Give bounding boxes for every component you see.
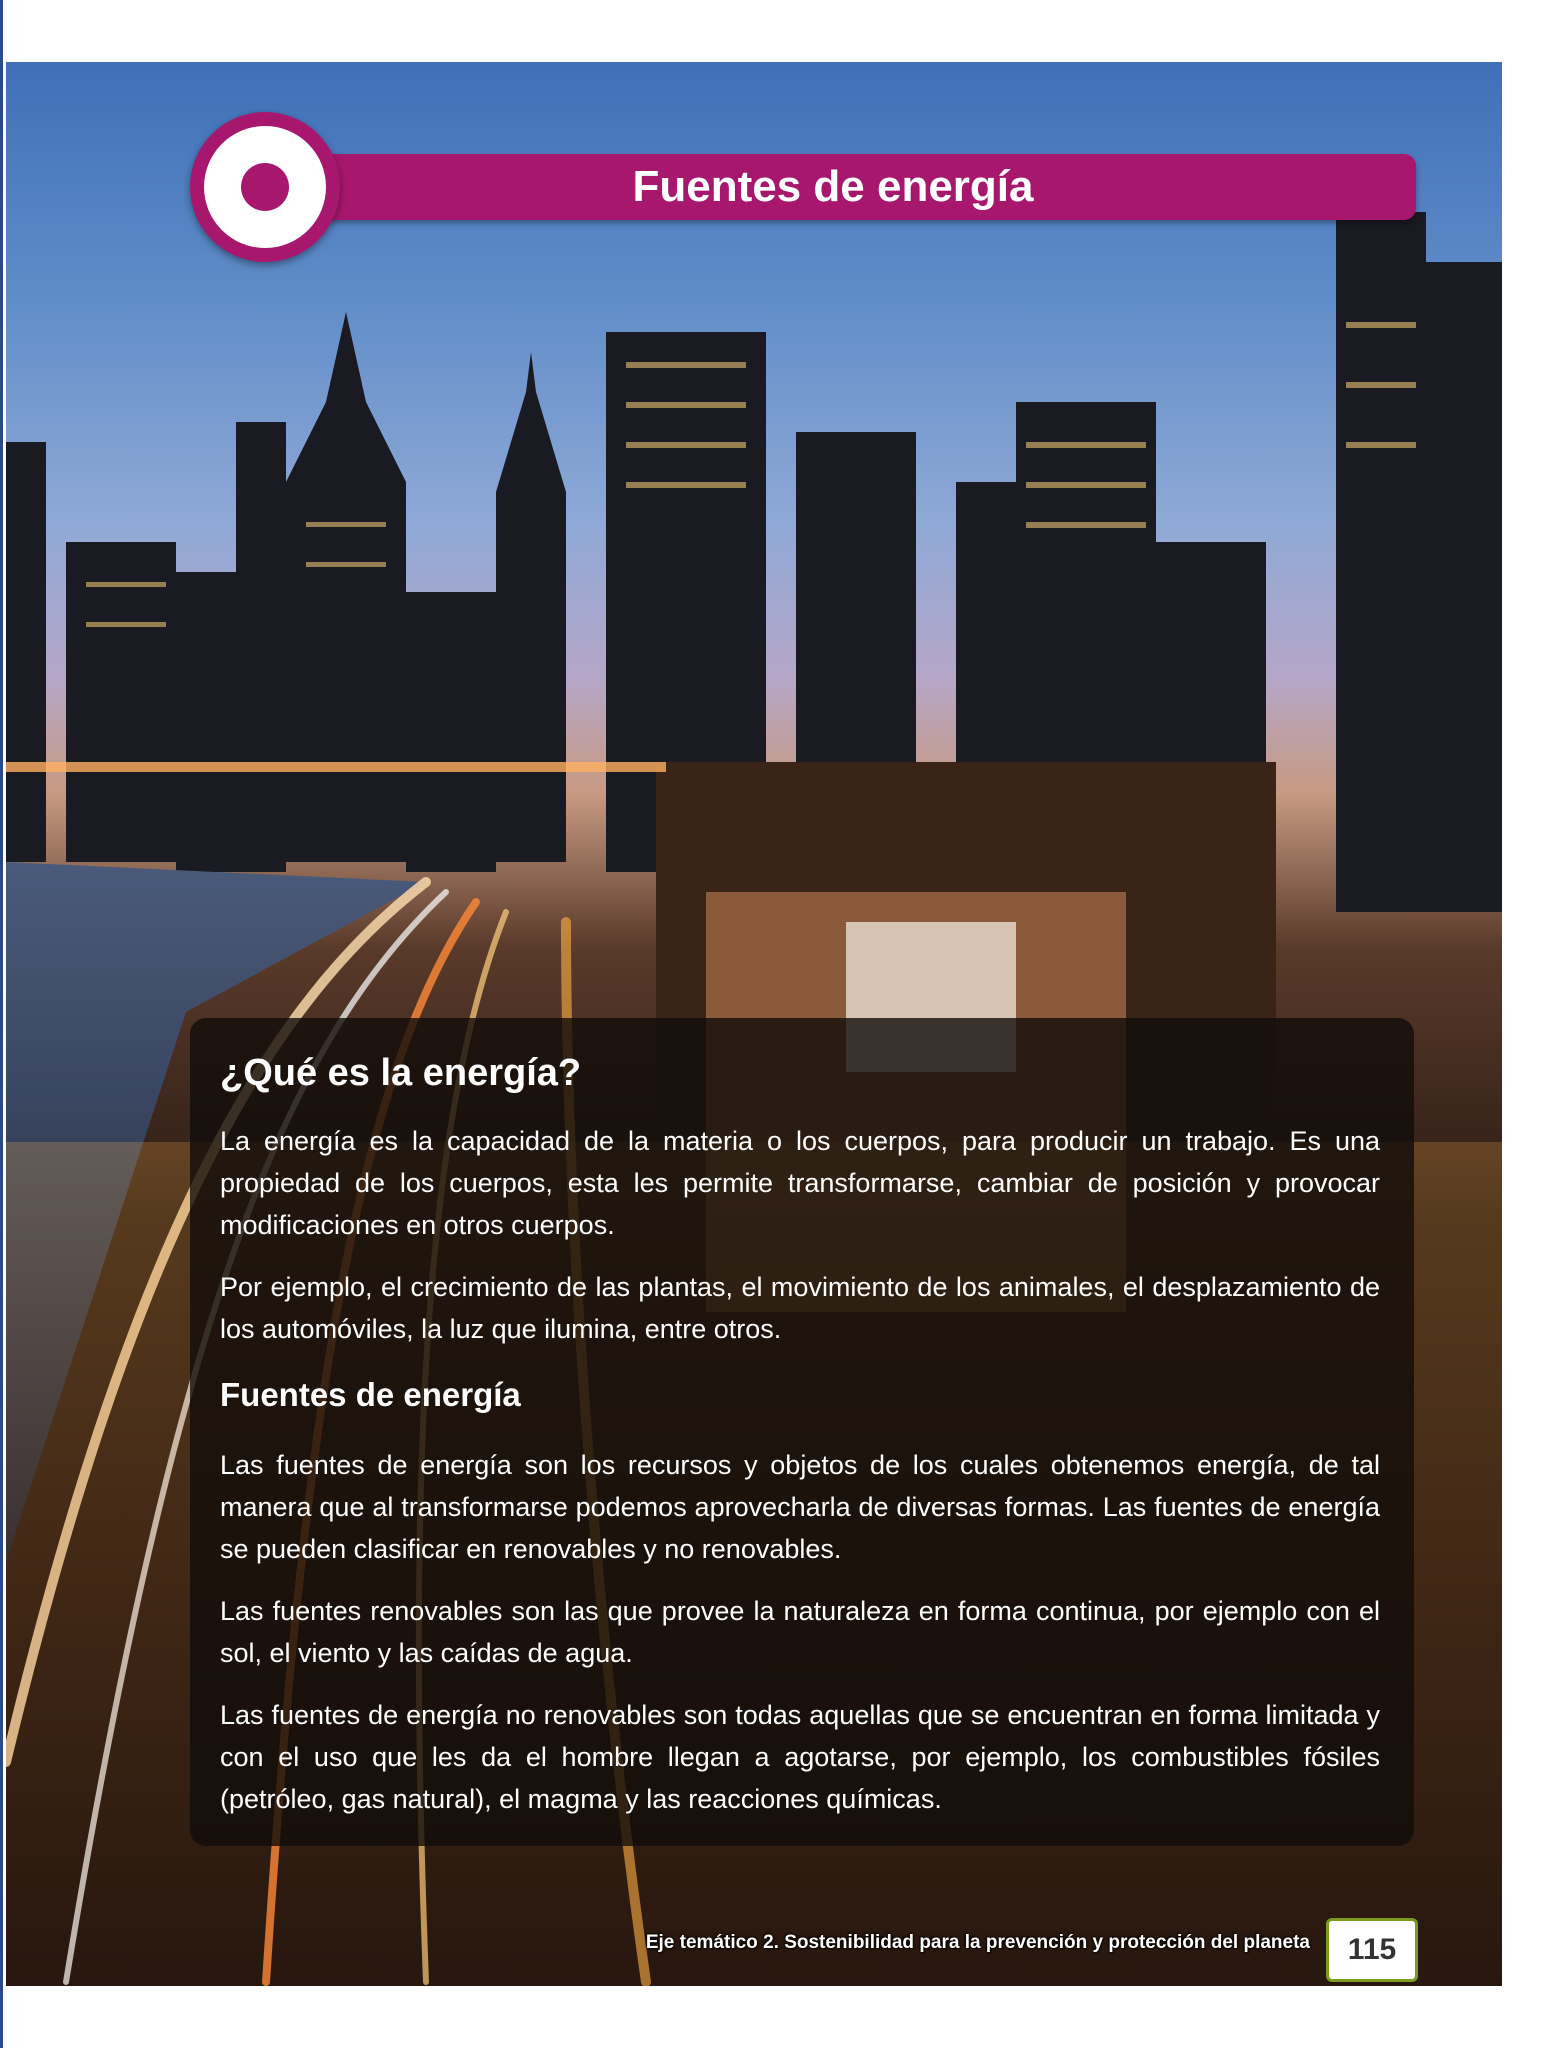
- page-number: 115: [1326, 1918, 1418, 1982]
- page-title: Fuentes de energía: [632, 162, 1034, 211]
- paragraph-definition: La energía es la capacidad de la materia o los cuerpos, para producir un trabajo. Es una propiedad de los cuerpos, esta les permite transformarse, cambiar de posición y provocar modificaciones en otros cuerpos.: [220, 1126, 1380, 1240]
- heading-que-es-energia: ¿Qué es la energía?: [220, 1052, 582, 1094]
- paragraph-examples: Por ejemplo, el crecimiento de las plantas, el movimiento de los animales, el desplazamiento de los automóviles, la luz que ilumina, entre otros.: [220, 1272, 1380, 1344]
- footer-section-label: Eje temático 2. Sostenibilidad para la prevención y protección del planeta: [645, 1932, 1310, 1953]
- paragraph-non-renewable: Las fuentes de energía no renovables son todas aquellas que se encuentran en forma limitada y con el uso que les da el hombre llegan a agotarse, por ejemplo, los combustibles fósiles (petróleo, gas natural), el magma y las reacciones químicas.: [220, 1700, 1380, 1814]
- section-badge-dot: [241, 163, 289, 211]
- paragraph-renewable: Las fuentes renovables son las que provee la naturaleza en forma continua, por ejemplo con el sol, el viento y las caídas de agua.: [220, 1596, 1380, 1668]
- heading-fuentes-energia: Fuentes de energía: [220, 1376, 521, 1413]
- left-margin-rule: [0, 0, 3, 2048]
- paragraph-sources: Las fuentes de energía son los recursos y objetos de los cuales obtenemos energía, de tal manera que al transformarse podemos aprovecharla de diversas formas. Las fuentes de energía se pueden clasificar en renovables y no renovables.: [220, 1450, 1380, 1564]
